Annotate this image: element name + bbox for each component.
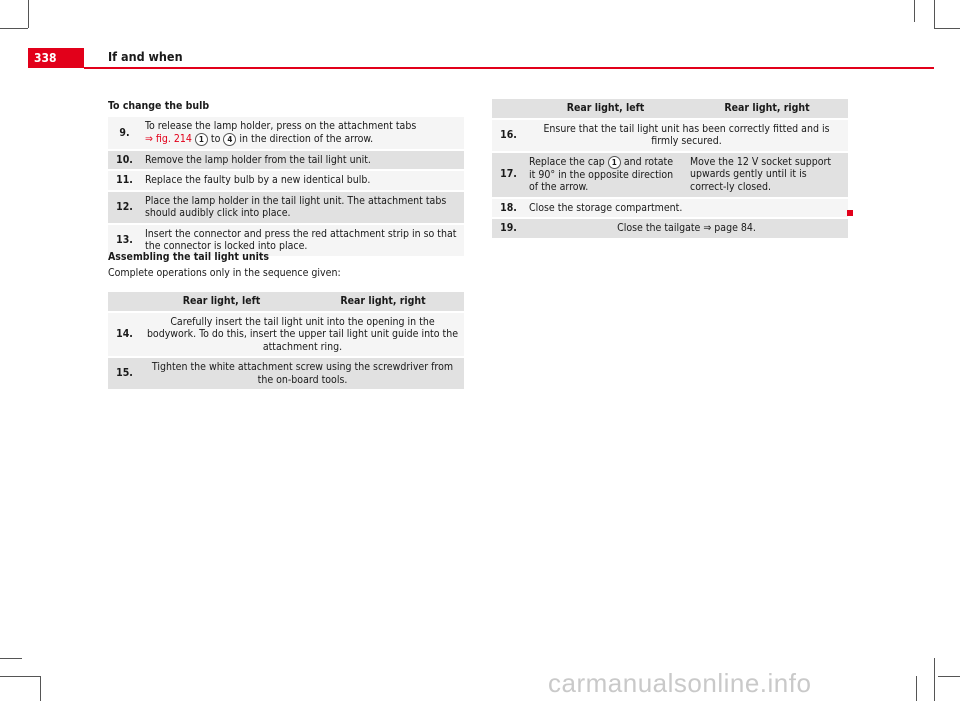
section-heading-assembling: Assembling the tail light units xyxy=(108,251,269,263)
step-text: Place the lamp holder in the tail light unit. The attachment tabs should audibly click into place. xyxy=(141,192,464,223)
step-text-left xyxy=(525,153,686,197)
table-row xyxy=(108,358,464,389)
column-header-right: Rear light, right xyxy=(302,292,464,311)
step-number: 10. xyxy=(108,151,141,170)
table-row xyxy=(492,153,848,197)
step-text: Carefully insert the tail light unit into the opening in the bodywork. To do this, insert the upper tail light unit guide into the attachment ring. xyxy=(141,313,464,357)
column-header-left: Rear light, left xyxy=(525,99,686,118)
callout-badge: 1 xyxy=(608,156,621,169)
step-number: 9. xyxy=(108,117,141,149)
step-number: 17. xyxy=(492,153,525,197)
watermark: carmanualsonline.info xyxy=(548,668,812,698)
table-row xyxy=(108,313,464,357)
table-row xyxy=(108,192,464,223)
crop-mark xyxy=(938,676,960,677)
step-text: Close the tailgate ⇒ page 84. xyxy=(525,219,848,238)
step-text-part: To release the lamp holder, press on the attachment tabs xyxy=(145,120,417,132)
page-number: 338 xyxy=(28,48,84,68)
step-text: Ensure that the tail light unit has been correctly fitted and is firmly secured. xyxy=(525,120,848,151)
step-number: 15. xyxy=(108,358,141,389)
table-row xyxy=(492,199,848,218)
crop-mark xyxy=(0,28,28,29)
step-number: 19. xyxy=(492,219,525,238)
table-row xyxy=(108,117,464,149)
step-text-part: and rotate it 90° in the opposite direction of the arrow. xyxy=(529,155,674,193)
table-header-row xyxy=(492,99,848,118)
header-blank-cell xyxy=(108,292,141,311)
step-text: Remove the lamp holder from the tail light unit. xyxy=(141,151,464,170)
crop-mark xyxy=(934,0,935,28)
step-number: 16. xyxy=(492,120,525,151)
step-text-right: Move the 12 V socket support upwards gently until it is correct-ly closed. xyxy=(686,153,848,197)
table-header-row xyxy=(108,292,464,311)
step-number: 18. xyxy=(492,199,525,218)
column-header-left: Rear light, left xyxy=(141,292,302,311)
figure-reference-link[interactable]: ⇒ fig. 214 xyxy=(145,132,192,145)
crop-mark xyxy=(28,0,29,28)
step-number: 12. xyxy=(108,192,141,223)
table-row xyxy=(492,120,848,151)
step-text xyxy=(141,117,464,149)
bulb-steps-table xyxy=(108,115,464,258)
crop-mark xyxy=(916,676,917,701)
step-text-part: Replace the cap xyxy=(529,155,605,168)
header-rule xyxy=(84,67,934,69)
table-row xyxy=(108,171,464,190)
right-steps-table xyxy=(492,97,848,240)
step-number: 14. xyxy=(108,313,141,357)
table-row xyxy=(492,219,848,238)
step-text: Insert the connector and press the red attachment strip in so that the connector is locked into place. xyxy=(141,225,464,256)
column-header-right: Rear light, right xyxy=(686,99,848,118)
callout-badge: 4 xyxy=(223,133,236,146)
step-text: Replace the faulty bulb by a new identical bulb. xyxy=(141,171,464,190)
step-text-part: in the direction of the arrow. xyxy=(239,132,374,145)
callout-badge: 1 xyxy=(195,133,208,146)
crop-mark xyxy=(0,658,22,659)
crop-mark xyxy=(40,676,41,701)
step-text-part: to xyxy=(210,132,221,145)
section-end-marker xyxy=(847,210,853,216)
crop-mark xyxy=(914,0,915,22)
crop-mark xyxy=(0,676,40,677)
table-row xyxy=(108,151,464,170)
section-heading-change-bulb: To change the bulb xyxy=(108,100,210,112)
crop-mark xyxy=(934,28,960,29)
intro-paragraph: Complete operations only in the sequence given: xyxy=(108,267,341,279)
assembling-steps-table xyxy=(108,290,464,391)
step-number: 13. xyxy=(108,225,141,256)
crop-mark xyxy=(934,658,935,701)
header-blank-cell xyxy=(492,99,525,118)
page-title: If and when xyxy=(108,49,183,64)
step-text: Tighten the white attachment screw using the screwdriver from the on-board tools. xyxy=(141,358,464,389)
step-text: Close the storage compartment. xyxy=(525,199,848,218)
step-number: 11. xyxy=(108,171,141,190)
